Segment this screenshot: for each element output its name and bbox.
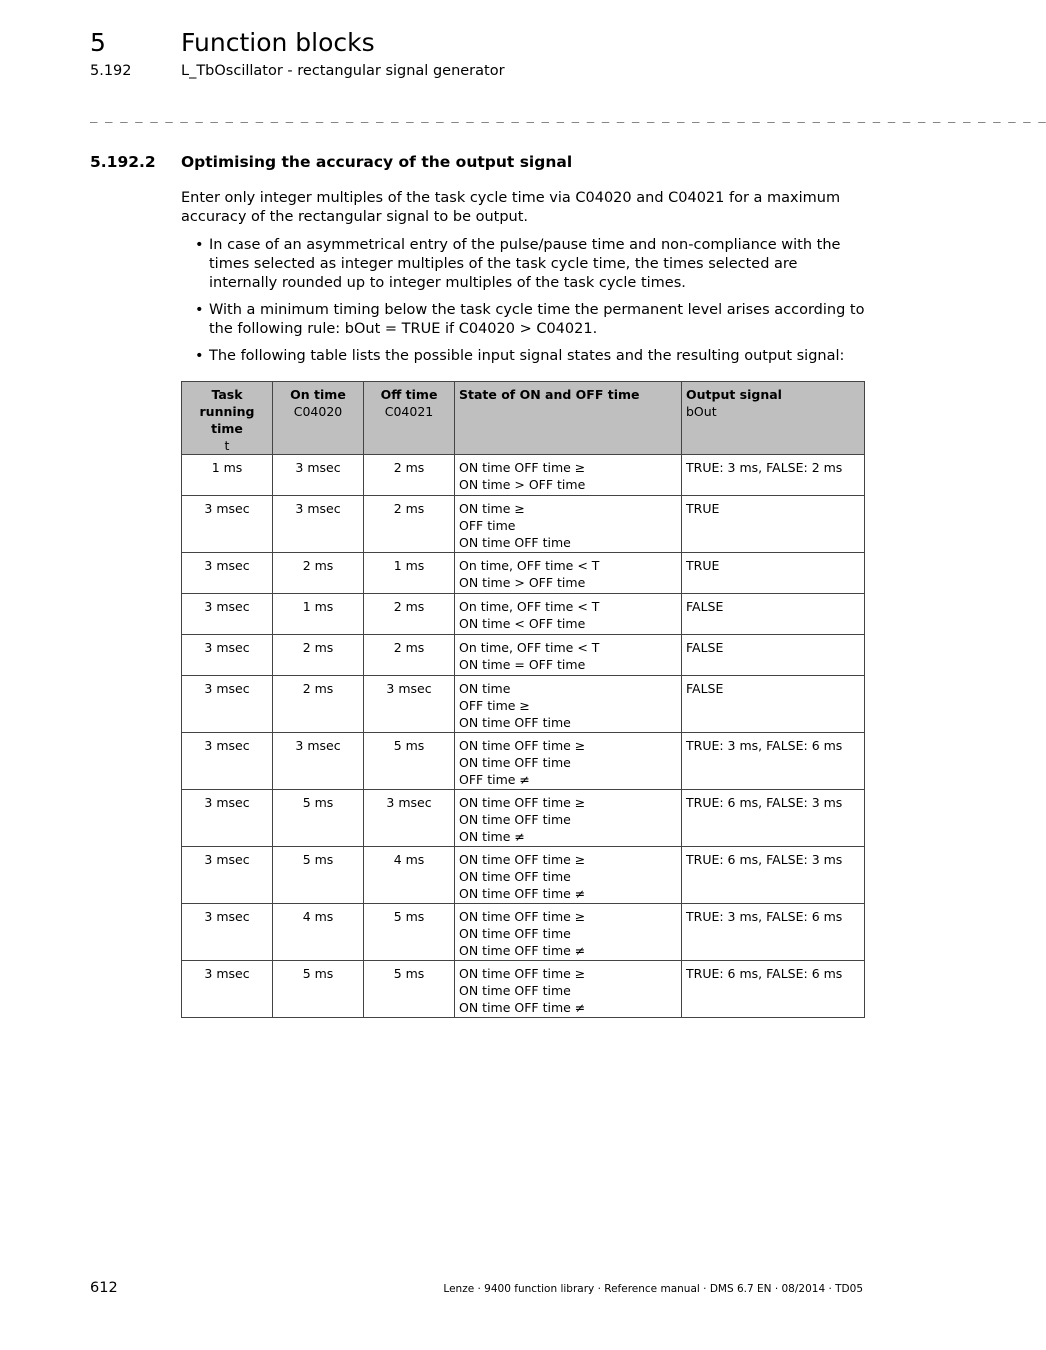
list-item: • With a minimum timing below the task cycle time the permanent level arises according to the following rule: bOut = TRUE if C04020 > C04021. (181, 301, 865, 339)
cell-state: On time, OFF time < T ON time = OFF time (455, 635, 682, 676)
cell-off-time: 2 ms (364, 455, 455, 496)
list-item: • The following table lists the possible input signal states and the resulting output signal: (181, 347, 865, 366)
cell-task-time: 1 ms (182, 455, 273, 496)
cell-off-time: 5 ms (364, 904, 455, 961)
cell-on-time: 3 msec (273, 733, 364, 790)
cell-output: TRUE: 3 ms, FALSE: 2 ms (682, 455, 865, 496)
intro-paragraph: Enter only integer multiples of the task cycle time via C04020 and C04021 for a maximum accuracy of the rectangular signal to be output. (181, 190, 841, 225)
table-row (182, 847, 865, 904)
cell-output: TRUE: 6 ms, FALSE: 3 ms (682, 790, 865, 847)
page-number: 612 (90, 1280, 118, 1296)
cell-state: ON time OFF time ≥ ON time OFF time ON time OFF time ≠ (455, 961, 682, 1018)
cell-off-time: 4 ms (364, 847, 455, 904)
subsection-title: Optimising the accuracy of the output signal (181, 153, 573, 171)
cell-on-time: 5 ms (273, 790, 364, 847)
cell-task-time: 3 msec (182, 733, 273, 790)
table-row (182, 961, 865, 1018)
section-title: L_TbOscillator - rectangular signal generator (181, 63, 505, 79)
table-row (182, 553, 865, 594)
subsection-number: 5.192.2 (90, 153, 156, 171)
cell-off-time: 2 ms (364, 496, 455, 553)
bullet-list (181, 236, 865, 374)
cell-off-time: 2 ms (364, 635, 455, 676)
header-state: State of ON and OFF time (455, 382, 682, 455)
cell-task-time: 3 msec (182, 553, 273, 594)
cell-off-time: 5 ms (364, 733, 455, 790)
cell-task-time: 3 msec (182, 496, 273, 553)
list-item: • In case of an asymmetrical entry of the pulse/pause time and non-compliance with the times selected as integer multiples of the task cycle time, the times selected are internally rounded up to integer multiples of the task cycle times. (181, 236, 865, 293)
cell-off-time: 3 msec (364, 790, 455, 847)
cell-task-time: 3 msec (182, 594, 273, 635)
cell-on-time: 1 ms (273, 594, 364, 635)
cell-output: TRUE (682, 553, 865, 594)
chapter-title: Function blocks (181, 28, 375, 57)
footer-text: Lenze · 9400 function library · Reference manual · DMS 6.7 EN · 08/2014 · TD05 (443, 1283, 863, 1295)
cell-output: FALSE (682, 676, 865, 733)
signal-state-table (181, 381, 865, 1018)
cell-task-time: 3 msec (182, 790, 273, 847)
cell-state: ON time OFF time ≥ ON time OFF time ON time OFF time ≠ (455, 904, 682, 961)
cell-output: TRUE (682, 496, 865, 553)
cell-state: On time, OFF time < T ON time > OFF time (455, 553, 682, 594)
cell-output: TRUE: 6 ms, FALSE: 6 ms (682, 961, 865, 1018)
table-row (182, 733, 865, 790)
cell-state: On time, OFF time < T ON time < OFF time (455, 594, 682, 635)
cell-on-time: 5 ms (273, 847, 364, 904)
cell-on-time: 2 ms (273, 635, 364, 676)
cell-off-time: 1 ms (364, 553, 455, 594)
table-row (182, 594, 865, 635)
cell-on-time: 2 ms (273, 676, 364, 733)
cell-task-time: 3 msec (182, 904, 273, 961)
cell-off-time: 3 msec (364, 676, 455, 733)
header-off-time: Off time C04021 (364, 382, 455, 455)
header-task-running-time: Task running time t (182, 382, 273, 455)
cell-task-time: 3 msec (182, 676, 273, 733)
table-row (182, 790, 865, 847)
table-row (182, 455, 865, 496)
table-header-row (182, 382, 865, 455)
cell-off-time: 5 ms (364, 961, 455, 1018)
table-row (182, 635, 865, 676)
cell-output: FALSE (682, 635, 865, 676)
table-row (182, 676, 865, 733)
cell-task-time: 3 msec (182, 847, 273, 904)
header-on-time: On time C04020 (273, 382, 364, 455)
cell-on-time: 2 ms (273, 553, 364, 594)
cell-task-time: 3 msec (182, 635, 273, 676)
cell-on-time: 5 ms (273, 961, 364, 1018)
cell-on-time: 3 msec (273, 496, 364, 553)
cell-output: FALSE (682, 594, 865, 635)
cell-state: ON time ≥ OFF time ON time OFF time (455, 496, 682, 553)
cell-off-time: 2 ms (364, 594, 455, 635)
cell-state: ON time OFF time ≥ ON time OFF time ON time OFF time ≠ (455, 847, 682, 904)
table-row (182, 496, 865, 553)
chapter-number: 5 (90, 28, 106, 57)
cell-output: TRUE: 3 ms, FALSE: 6 ms (682, 733, 865, 790)
table-row (182, 904, 865, 961)
header-output-signal: Output signal bOut (682, 382, 865, 455)
section-number: 5.192 (90, 63, 132, 79)
cell-task-time: 3 msec (182, 961, 273, 1018)
cell-output: TRUE: 6 ms, FALSE: 3 ms (682, 847, 865, 904)
cell-state: ON time OFF time ≥ ON time OFF time (455, 676, 682, 733)
cell-on-time: 4 ms (273, 904, 364, 961)
cell-output: TRUE: 3 ms, FALSE: 6 ms (682, 904, 865, 961)
cell-on-time: 3 msec (273, 455, 364, 496)
cell-state: ON time OFF time ≥ ON time OFF time ON time ≠ (455, 790, 682, 847)
header-divider: _ _ _ _ _ _ _ _ _ _ _ _ _ _ _ _ _ _ _ _ _ _ _ _ _ _ _ _ _ _ _ _ _ _ _ _ _ _ _ _ _ _ _ _ _ _ _ _ _ _ _ _ _ _ _ _ _ _ _ _ _ _ _ _ (90, 108, 1046, 123)
cell-state: ON time OFF time ≥ ON time OFF time OFF time ≠ (455, 733, 682, 790)
cell-state: ON time OFF time ≥ ON time > OFF time (455, 455, 682, 496)
